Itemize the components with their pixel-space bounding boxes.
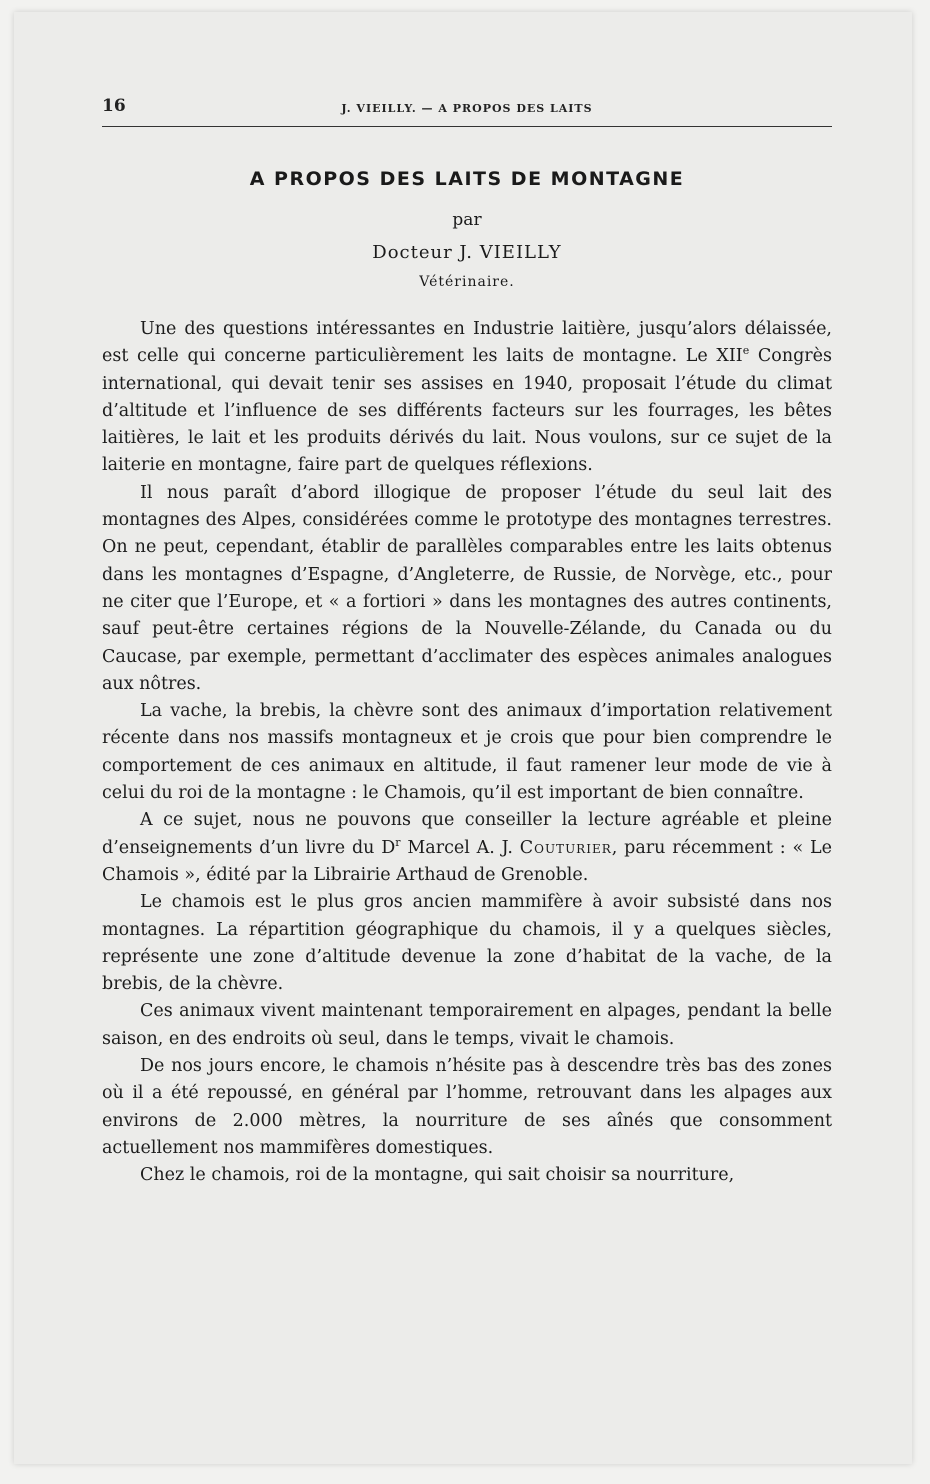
paragraph-3: La vache, la brebis, la chèvre sont des animaux d’importation relativement récente dans nos massifs montagneux et je crois que pour bien comprendre le comportement de ces animaux en altitude, il faut ramener leur mode de vie à celui du roi de la montagne : le Chamois, qu’il est important de bien connaître. <box>102 701 832 804</box>
p1-text-a: Une des questions intéressantes en Industrie laitière, jusqu’alors délaissée, est celle qui concerne particulièrement les laits de montagne. Le XII <box>102 319 832 367</box>
article-title: A PROPOS DES LAITS DE MONTAGNE <box>249 168 685 190</box>
p4-text-b: Marcel A. J. <box>400 837 520 858</box>
paragraph-4 <box>102 807 832 889</box>
page-number: 16 <box>102 96 126 116</box>
paragraph-7: De nos jours encore, le chamois n’hésite pas à descendre très bas des zones où il a été repoussé, en général par l’homme, retrouvant dans les alpages aux environs de 2.000 mètres, la nourriture de ses aînés que consomment actuellement nos mammifères domestiques. <box>102 1056 832 1158</box>
running-header <box>102 96 832 127</box>
running-title: J. VIEILLY. — A PROPOS DES LAITS <box>341 102 593 115</box>
p1-superscript: e <box>742 344 750 358</box>
p4-text-c: , paru récemment : « Le Chamois », édité par la Librairie Arthaud de Grenoble. <box>102 837 832 885</box>
paragraph-5: Le chamois est le plus gros ancien mammifère à avoir subsisté dans nos montagnes. La répartition géographique du chamois, il y a quelques siècles, représente une zone d’altitude devenue la zone d’habitat de la vache, de la brebis, de la chèvre. <box>102 892 832 995</box>
article-body <box>102 316 832 1190</box>
paragraph-2: Il nous paraît d’abord illogique de proposer l’étude du seul lait des montagnes des Alpes, considérées comme le prototype des montagnes terrestres. On ne peut, cependant, établir de parallèles comparables entre les laits obtenus dans les montagnes d’Espagne, d’Angleterre, de Russie, de Norvège, etc., pour ne citer que l’Europe, et « a fortiori » dans les montagnes des autres continents, sauf peut-être certaines régions de la Nouvelle-Zélande, du Canada ou du Caucase, par exemple, permettant d’acclimater des espèces animales analogues aux nôtres. <box>102 482 832 694</box>
p4-text-a: A ce sujet, nous ne pouvons que conseiller la lecture agréable et pleine d’enseignements d’un livre du D <box>102 810 832 858</box>
paragraph-8: Chez le chamois, roi de la montagne, qui sait choisir sa nourriture, <box>140 1165 735 1186</box>
p4-superscript: r <box>395 835 401 849</box>
byline-par: par <box>452 210 482 230</box>
p1-text-b: Congrès international, qui devait tenir ses assises en 1940, proposait l’étude du climat d’altitude et l’influence de ses différents facteurs sur les fourrages, les bêtes laitières, le lait et les produits dérivés du lait. Nous voulons, sur ce sujet de la laiterie en montagne, faire part de quelques réflexions. <box>102 346 832 476</box>
p4-author-name: Couturier <box>519 837 612 858</box>
paragraph-1 <box>102 316 832 480</box>
author-name: Docteur J. VIEILLY <box>372 242 562 263</box>
paragraph-6: Ces animaux vivent maintenant temporairement en alpages, pendant la belle saison, en des endroits où seul, dans le temps, vivait le chamois. <box>102 1001 832 1049</box>
author-title: Vétérinaire. <box>419 274 515 290</box>
